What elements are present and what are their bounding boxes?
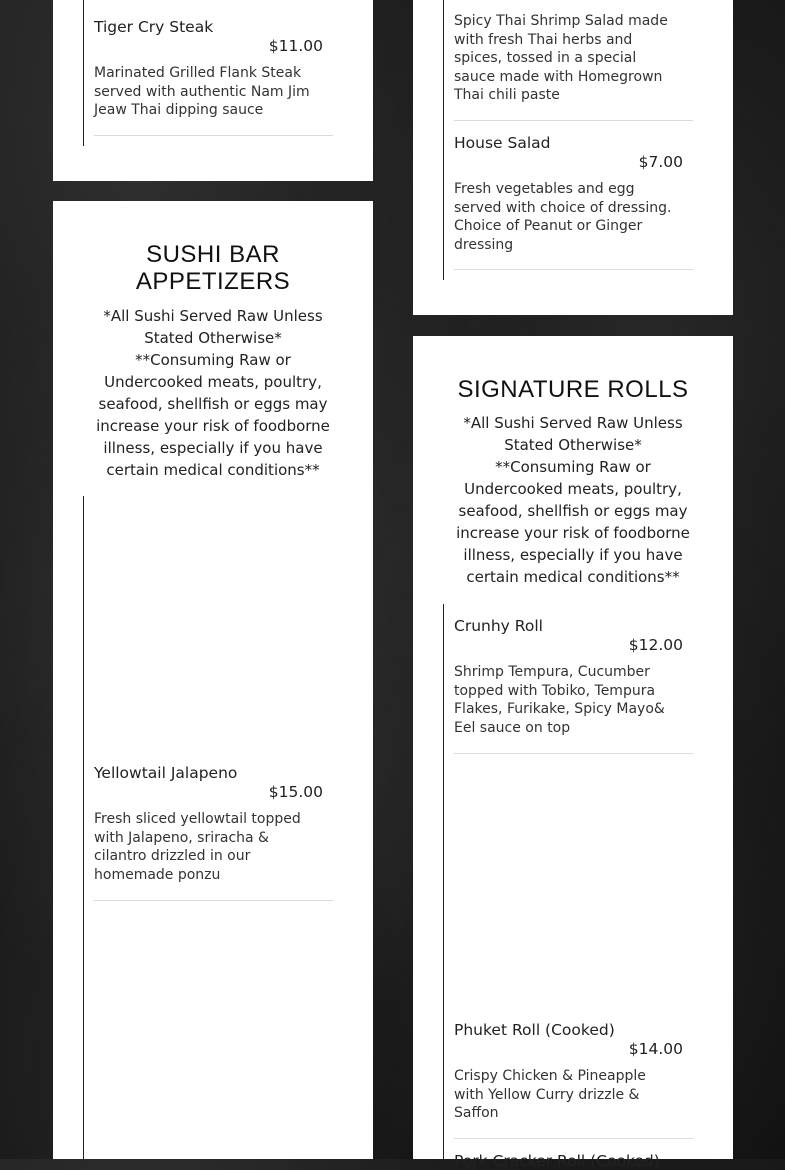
item-price: $15.00 <box>268 783 323 801</box>
item-description: Crispy Chicken & Pineapple with Yellow Curry drizzle & Saffon <box>454 1068 646 1121</box>
section-title: SIGNATURE ROLLS <box>457 376 689 403</box>
menu-card-left-top <box>53 0 373 181</box>
item-description: Marinated Grilled Flank Steak served with authentic Nam Jim Jeaw Thai dipping sauce <box>94 65 310 118</box>
section-title: SUSHI BAR APPETIZERS <box>135 241 291 295</box>
menu-card-sushi-bar-appetizers <box>53 201 373 1159</box>
item-name: Crunhy Roll <box>454 617 543 635</box>
item-price: $14.00 <box>628 1040 683 1058</box>
item-description: Shrimp Tempura, Cucumber topped with Tobiko, Tempura Flakes, Furikake, Spicy Mayo& Eel sauce on top <box>454 664 665 736</box>
section-note: *All Sushi Served Raw Unless Stated Otherwise* **Consuming Raw or Undercooked meats, poultry, seafood, shellfish or eggs may increase your risk of foodborne illness, especially if you have certain medical conditions** <box>96 307 330 479</box>
item-name: Phuket Roll (Cooked) <box>454 1021 615 1039</box>
item-description: Fresh sliced yellowtail topped with Jalapeno, sriracha & cilantro drizzled in our homemade ponzu <box>94 811 301 883</box>
item-description: Spicy Thai Shrimp Salad made with fresh Thai herbs and spices, tossed in a special sauce made with Homegrown Thai chili paste <box>454 13 668 103</box>
item-separator <box>454 120 693 121</box>
item-separator <box>454 269 693 270</box>
item-separator <box>454 1138 693 1139</box>
item-separator <box>94 900 333 901</box>
item-divider-line <box>83 0 84 146</box>
item-name: House Salad <box>454 134 551 152</box>
menu-card-right-top <box>413 0 733 315</box>
item-description: Fresh vegetables and egg served with choice of dressing. Choice of Peanut or Ginger dressing <box>454 181 672 253</box>
item-name: Pork Cracker Roll (Cooked) <box>454 1152 660 1170</box>
item-divider-line <box>443 0 444 280</box>
item-name: Tiger Cry Steak <box>94 18 214 36</box>
item-separator <box>454 753 693 754</box>
item-price: $7.00 <box>638 153 683 171</box>
item-divider-line <box>83 496 84 1159</box>
item-name: Yellowtail Jalapeno <box>94 764 238 782</box>
section-note: *All Sushi Served Raw Unless Stated Otherwise* **Consuming Raw or Undercooked meats, poultry, seafood, shellfish or eggs may increase your risk of foodborne illness, especially if you have certain medical conditions** <box>456 414 690 586</box>
menu-card-signature-rolls <box>413 336 733 1170</box>
item-divider-line <box>443 604 444 1159</box>
item-price: $11.00 <box>268 37 323 55</box>
item-price: $12.00 <box>628 636 683 654</box>
item-separator <box>94 135 333 136</box>
